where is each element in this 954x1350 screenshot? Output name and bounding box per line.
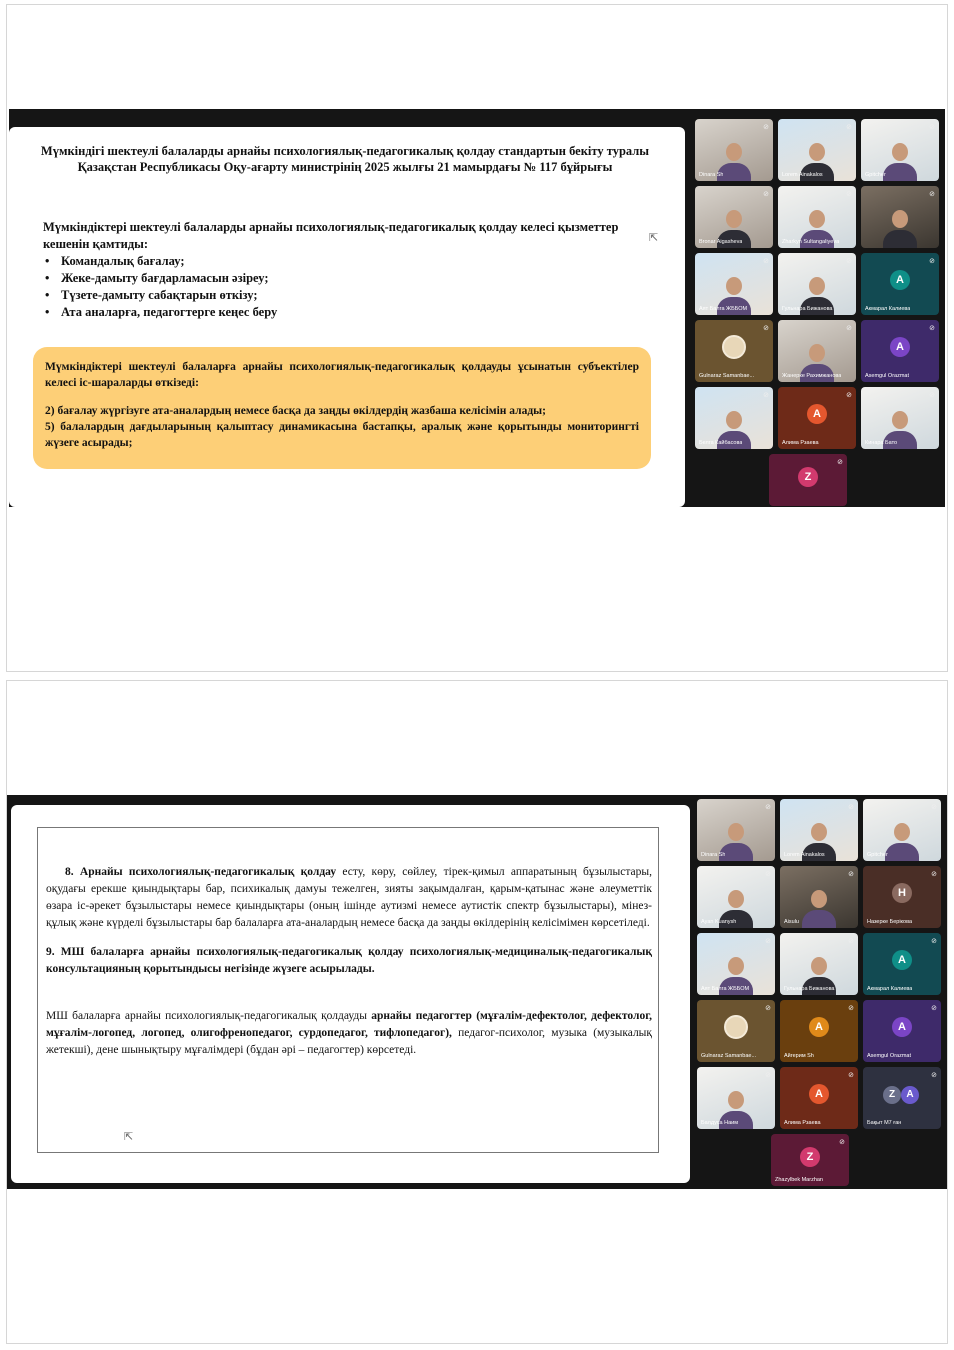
participant-video — [883, 210, 917, 248]
mic-muted-icon: ⊘ — [765, 871, 771, 878]
participant-tile[interactable] — [778, 119, 856, 181]
screenshot-page-2 — [6, 680, 948, 1344]
mic-muted-icon: ⊘ — [846, 392, 852, 399]
participant-tile[interactable] — [780, 1000, 858, 1062]
participant-name: Алима Рзаева — [784, 1120, 821, 1126]
mic-muted-icon: ⊘ — [763, 325, 769, 332]
screenshot-page-1 — [6, 4, 948, 672]
participant-tile[interactable] — [861, 320, 939, 382]
slide-title — [37, 143, 653, 175]
avatar: A — [809, 1084, 829, 1104]
participant-tile[interactable] — [863, 799, 941, 861]
paragraph-8-text: есту, көру, сөйлеу, тірек-қимыл аппаратының бұзылыстары, оқудағы ерекше қиындықтары бар, психикалық дамуы тежелген, зияты зақымдалған, қарым-қатынас және әлеуметтік өзара іс-әрекет бұзылыстары немесе қиындықтары (оның ішінде аутизмі немесе аутистік спектр бұзылыстары), мінез-құлық және күрделі бұзылыстары бар балаларға ата-аналардың немесе басқа да заңды өкілдерінің келісімімен көрсетіледі. — [46, 866, 652, 929]
services-list — [43, 253, 643, 321]
participant-video — [802, 890, 836, 928]
callout-item-5: 5) балалардың дағдыларының қалыптасу динамикасына бастапқы, аралық және қорытынды мониторингті жүзеге асырады; — [45, 421, 639, 449]
participant-name: Aisulu — [784, 919, 799, 925]
participant-tile[interactable] — [695, 253, 773, 315]
mic-muted-icon: ⊘ — [765, 938, 771, 945]
mic-muted-icon: ⊘ — [763, 258, 769, 265]
paragraph-10-text-a: МШ балаларға арнайы психологиялық-педагогикалық қолдауды — [46, 1010, 372, 1022]
participant-tile[interactable] — [861, 253, 939, 315]
participant-name: Бақыт М7 ған — [867, 1120, 902, 1126]
mic-muted-icon: ⊘ — [846, 124, 852, 131]
list-item: • Командалық бағалау; — [43, 253, 643, 270]
participant-tile[interactable] — [861, 186, 939, 248]
participant-tile[interactable] — [778, 253, 856, 315]
participant-tile[interactable] — [863, 933, 941, 995]
mic-muted-icon: ⊘ — [929, 392, 935, 399]
participant-name: Gpitcher — [867, 852, 888, 858]
participant-name: Аят Балга ЖББОМ — [701, 986, 750, 992]
document-text-frame — [37, 827, 659, 1153]
participant-name: Гульнара Бижанова — [782, 306, 833, 312]
participant-tile[interactable] — [769, 454, 847, 506]
mic-muted-icon: ⊘ — [765, 804, 771, 811]
participant-tile[interactable] — [695, 320, 773, 382]
paragraph-9 — [46, 944, 652, 978]
participant-tile[interactable] — [863, 866, 941, 928]
participant-name: Назерке Берікова — [867, 919, 912, 925]
participant-name: Балдуса Наим — [701, 1120, 738, 1126]
avatar: A — [807, 404, 827, 424]
mic-muted-icon: ⊘ — [848, 1005, 854, 1012]
participant-name: Asemgul Orazmat — [865, 373, 910, 379]
services-list-block — [43, 219, 643, 321]
participant-name: Gulnaraz Samanbae... — [699, 373, 755, 379]
mic-muted-icon: ⊘ — [931, 1005, 937, 1012]
mic-muted-icon: ⊘ — [931, 1072, 937, 1079]
mic-muted-icon: ⊘ — [929, 258, 935, 265]
participant-tile[interactable] — [863, 1000, 941, 1062]
mic-muted-icon: ⊘ — [931, 938, 937, 945]
participant-tile[interactable] — [695, 387, 773, 449]
participant-name: Ayan Kuanysh — [701, 919, 737, 925]
participant-tile[interactable] — [780, 1067, 858, 1129]
mic-muted-icon: ⊘ — [848, 804, 854, 811]
participant-name: Dinara Sh — [699, 172, 724, 178]
mouse-pointer-icon: ⇱ — [649, 231, 659, 244]
participant-name: Asemgul Orazmat — [867, 1053, 912, 1059]
participant-tile[interactable] — [697, 1067, 775, 1129]
participant-name: Аят Балга ЖББОМ — [699, 306, 748, 312]
mic-muted-icon: ⊘ — [763, 124, 769, 131]
avatar: A — [809, 1017, 829, 1037]
callout-lead: Мүмкіндіктері шектеулі балаларға арнайы психологиялық-педагогикалық қолдауды ұсынатын субъектілер келесі іс-шараларды өткізеді: — [45, 361, 639, 389]
mic-muted-icon: ⊘ — [837, 459, 843, 466]
participant-video — [885, 823, 919, 861]
presentation-slide-1 — [9, 127, 685, 507]
list-item: • Түзете-дамыту сабақтарын өткізу; — [43, 287, 643, 304]
participant-tile[interactable] — [780, 933, 858, 995]
participant-name: Акмарал Калиева — [865, 306, 911, 312]
participant-name: Dinara Sh — [701, 852, 726, 858]
participant-name: Gulnaraz Samanbae... — [701, 1053, 757, 1059]
participant-tile[interactable] — [697, 1000, 775, 1062]
paragraph-10-bold: арнайы педагогтер (мұғалім-дефектолог, дефектолог, мұғалім-логопед, логопед, олигофренопедагог, сурдопедагог, тифлопедагог), — [46, 1010, 652, 1039]
participant-tile[interactable] — [697, 933, 775, 995]
avatar: Z — [800, 1147, 820, 1167]
participant-name: Gpitcher — [865, 172, 886, 178]
mic-muted-icon: ⊘ — [839, 1139, 845, 1146]
participant-tile[interactable] — [861, 119, 939, 181]
participant-name: Zharkyn Sultangaliyeva — [782, 239, 840, 245]
participant-name: Гульнара Бижанова — [784, 986, 835, 992]
participant-name: Алима Рзаева — [782, 440, 819, 446]
mic-muted-icon: ⊘ — [846, 325, 852, 332]
paragraph-8 — [46, 864, 652, 932]
presentation-slide-2 — [11, 805, 690, 1183]
participant-name: Lorem Ainakalos — [782, 172, 823, 178]
mic-muted-icon: ⊘ — [765, 1005, 771, 1012]
callout-item-2: 2) бағалау жүргізуге ата-аналардың немесе басқа да заңды өкілдердің жазбаша келісімін алады; — [45, 405, 546, 417]
mouse-pointer-icon: ⇱ — [124, 1130, 134, 1143]
slide-title-line-2: Қазақстан Республикасы Оқу-ағарту министрінің 2025 жылғы 21 мамырдағы № 117 бұйрығы — [77, 160, 613, 174]
mic-muted-icon: ⊘ — [848, 1072, 854, 1079]
paragraph-8-heading: 8. Арнайы психологиялық-педагогикалық қолдау — [64, 866, 337, 878]
avatar: Z — [798, 467, 818, 487]
paragraph-10 — [46, 1008, 652, 1059]
mic-muted-icon: ⊘ — [929, 191, 935, 198]
avatar-group — [883, 1084, 921, 1104]
participant-tile[interactable] — [697, 866, 775, 928]
mic-muted-icon: ⊘ — [931, 871, 937, 878]
meeting-screen-1 — [9, 109, 945, 507]
avatar: A — [901, 1086, 919, 1104]
avatar — [722, 335, 746, 359]
mic-muted-icon: ⊘ — [848, 938, 854, 945]
participant-name: Айгерим Sh — [784, 1053, 814, 1059]
mic-muted-icon: ⊘ — [846, 191, 852, 198]
participant-tile[interactable] — [697, 799, 775, 861]
mic-muted-icon: ⊘ — [929, 124, 935, 131]
avatar: A — [890, 337, 910, 357]
mic-muted-icon: ⊘ — [846, 258, 852, 265]
participant-name: Bronar Aigasheva — [699, 239, 743, 245]
avatar: A — [892, 1017, 912, 1037]
mic-muted-icon: ⊘ — [929, 325, 935, 332]
services-intro: Мүмкіндіктері шектеулі балаларды арнайы психологиялық-педагогикалық қолдау келесі қызметтер кешенін қамтиды: — [43, 220, 619, 251]
paragraph-10-text-b: педагог-психолог, музыка (музыкалық жетекші), дене шынықтыру мұғалімдері (бұдан әрі – педагогтер) көрсетеді. — [46, 1027, 652, 1056]
participant-name: Жанерке Рахимжанова — [782, 373, 842, 379]
avatar: Z — [883, 1086, 901, 1104]
participant-name: Белга Кайбасова — [699, 440, 743, 446]
mic-muted-icon: ⊘ — [765, 1072, 771, 1079]
mic-muted-icon: ⊘ — [763, 392, 769, 399]
participant-tile[interactable] — [771, 1134, 849, 1186]
avatar: H — [892, 883, 912, 903]
slide-title-line-1: Мүмкіндігі шектеулі балаларды арнайы психологиялық-педагогикалық қолдау стандартын бекіту туралы — [40, 144, 650, 158]
avatar: A — [892, 950, 912, 970]
participant-tile[interactable] — [695, 186, 773, 248]
mic-muted-icon: ⊘ — [848, 871, 854, 878]
participant-tile[interactable] — [861, 387, 939, 449]
participant-tile[interactable] — [780, 799, 858, 861]
avatar: A — [890, 270, 910, 290]
participant-name: Акмарал Калиева — [867, 986, 913, 992]
avatar — [724, 1015, 748, 1039]
participant-name: Lorem Ainakalos — [784, 852, 825, 858]
mic-muted-icon: ⊘ — [931, 804, 937, 811]
mic-muted-icon: ⊘ — [763, 191, 769, 198]
paragraph-9-text: 9. МШ балаларға арнайы психологиялық-педагогикалық қолдау психологиялық-медициналық-педагогикалық консультацияның қорытындысы негізінде жүзеге асырылады. — [46, 946, 652, 975]
participant-tile[interactable] — [778, 186, 856, 248]
meeting-screen-2 — [7, 795, 947, 1189]
list-item: • Ата аналарға, педагогтерге кеңес беру — [43, 304, 643, 321]
participant-tile[interactable] — [778, 320, 856, 382]
participant-name: Кинара Бато — [865, 440, 898, 446]
participant-tile[interactable] — [695, 119, 773, 181]
callout-box — [33, 347, 651, 469]
participant-video — [883, 143, 917, 181]
participant-name: Zhazylbek Marzhan — [775, 1177, 823, 1183]
participant-tile[interactable] — [778, 387, 856, 449]
participant-tile[interactable] — [863, 1067, 941, 1129]
participant-tile[interactable] — [780, 866, 858, 928]
list-item: • Жеке-дамыту бағдарламасын әзіреу; — [43, 270, 643, 287]
